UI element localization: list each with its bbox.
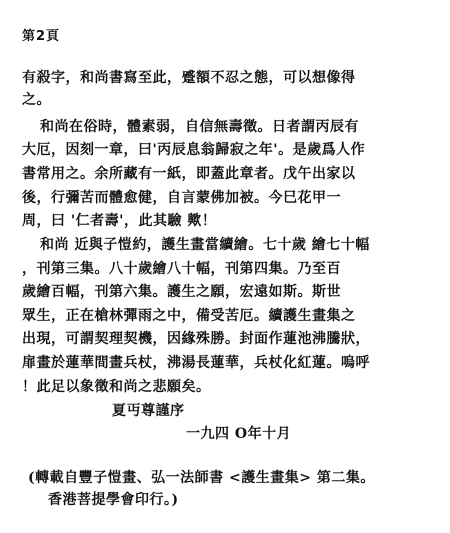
body-line-6: 後，行彌苦而體愈健，自言蒙佛加被。今巳花甲一 [22,190,341,206]
body-line-4: 大厄，因刻一章，曰'丙辰息翁歸寂之年'。是歲爲人作 [22,142,366,158]
body-line-10: 歲繪百幅，刊第六集。護生之願，宏遠如斯。斯世 [22,284,341,300]
body-line-5: 書常用之。余所藏有一紙，即蓋此章者。戊午出家以 [22,166,356,182]
body-line-12: 出現，可謂契理契機，因緣殊勝。封面作蓮池沸騰狀， [22,331,370,347]
body-line-1: 有殺字，和尚書寫至此，蹙額不忍之態，可以想像得 [22,70,356,86]
body-line-11: 眾生，正在槍林彈雨之中，備受苦厄。續護生畫集之 [22,308,356,324]
source-note-line-2: 香港菩提學會印行。) [48,492,179,508]
source-note-line-1: (轉載自豐子愷畫、弘一法師書 <護生畫集> 第二集。 [28,470,375,486]
body-line-14: ！此足以象徵和尚之悲願矣。 [22,379,211,395]
author-signature: 夏丏尊謹序 [112,403,185,419]
body-line-3: 和尚在俗時，體素弱，自信無壽徵。日者謂丙辰有 [40,119,359,135]
body-line-9: ，刊第三集。八十歲繪八十幅，刊第四集。乃至百 [22,261,341,277]
body-line-8: 和尚 近與子愷約，護生畫當續繪。七十歲 繪七十幅 [40,237,370,253]
body-line-7: 周，曰 '仁者壽'，此其驗 歟！ [22,213,217,229]
body-line-13: 扉畫於蓮華間畫兵杖，沸湯長蓮華，兵杖化紅蓮。嗚呼 [22,355,370,371]
page-number-header: 第2頁 [22,29,61,44]
body-line-2: 之。 [22,92,51,108]
preface-date: 一九四 O年十月 [186,426,292,442]
